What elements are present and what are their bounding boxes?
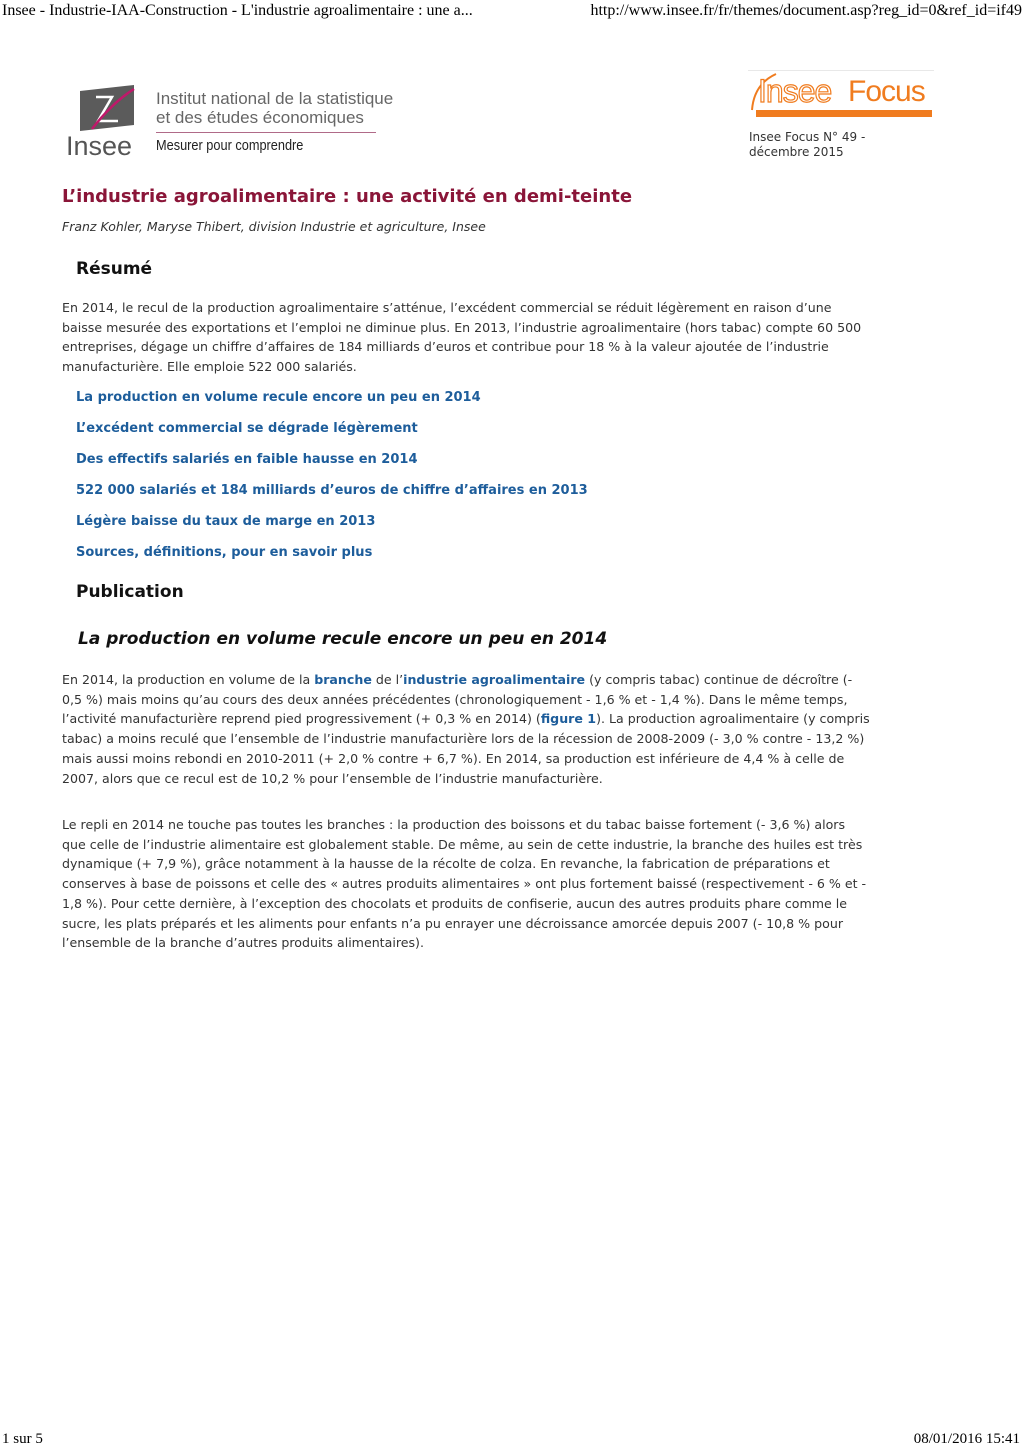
insee-logo-word: Insee xyxy=(66,131,133,161)
link-industrie-agroalimentaire[interactable]: industrie agroalimentaire xyxy=(403,672,586,687)
toc-item xyxy=(76,510,588,541)
article-title: L’industrie agroalimentaire : une activité en demi-teinte xyxy=(62,186,633,207)
toc-link-taux-marge[interactable]: Légère baisse du taux de marge en 2013 xyxy=(76,514,376,529)
print-url: http://www.insee.fr/fr/themes/document.asp?reg_id=0&ref_id=if49 xyxy=(590,2,1022,19)
p1-text1: En 2014, la production en volume de la xyxy=(62,672,315,687)
toc-item xyxy=(76,386,588,417)
resume-text: En 2014, le recul de la production agroalimentaire s’atténue, l’excédent commercial se réduit légèrement en raison d’une baisse mesurée des exportations et l’emploi ne diminue plus. En 2013, l’industrie agroalimentaire (hors tabac) compte 60 500 entreprises, dégage un chiffre d’affaires de 184 milliards d’euros et contribue pour 18 % à la valeur ajoutée de l’industrie manufacturière. Elle emploie 522 000 salariés. xyxy=(62,300,862,375)
publication-heading: Publication xyxy=(76,582,184,602)
insee-logo[interactable] xyxy=(66,85,416,160)
toc-item xyxy=(76,479,588,510)
print-footer xyxy=(0,1428,1024,1448)
focus-logo-focus: Focus xyxy=(848,75,925,108)
issue-info xyxy=(749,130,865,160)
p1-text2: de l’ xyxy=(371,672,404,687)
table-of-contents xyxy=(76,386,588,572)
section1-heading: La production en volume recule encore un peu en 2014 xyxy=(78,629,608,649)
toc-item xyxy=(76,541,588,572)
issue-date: décembre 2015 xyxy=(749,145,844,159)
toc-item xyxy=(76,417,588,448)
insee-tagline: Mesurer pour comprendre xyxy=(156,137,304,154)
issue-number: Insee Focus N° 49 - xyxy=(749,130,866,144)
print-page-count: 1 sur 5 xyxy=(2,1431,43,1447)
print-datetime: 08/01/2016 15:41 xyxy=(913,1431,1020,1447)
link-figure-1[interactable]: figure 1 xyxy=(540,711,597,727)
toc-link-sources[interactable]: Sources, définitions, pour en savoir plus xyxy=(76,545,373,560)
insee-logo-mark-icon xyxy=(72,85,138,133)
link-branche[interactable]: branche xyxy=(314,672,372,687)
focus-logo-bar xyxy=(756,110,932,117)
insee-focus-logo xyxy=(748,70,934,122)
p1-text4: ). La production agroalimentaire (y compris tabac) a moins reculé que l’ensemble de l’industrie manufacturière lors de la récession de 2008-2009 (- 3,0 % contre - 13,2 %) mais aussi moins rebondi en 2010-2011 (+ 2,0 % contre + 6,7 %). En 2014, sa production est inférieure de 4,4 % à celle de 2007, alors que ce recul est de 10,2 % pour l’ensemble de l’industrie manufacturière. xyxy=(62,711,870,786)
section1-paragraph1 xyxy=(62,670,872,788)
section1-paragraph2: Le repli en 2014 ne touche pas toutes les branches : la production des boissons et du tabac baisse fortement (- 3,6 %) alors que celle de l’industrie alimentaire est globalement stable. De même, au sein de cette industrie, la branche des huiles est très dynamique (+ 7,9 %), grâce notamment à la hausse de la récolte de colza. En revanche, la fabrication de préparations et conserves à base de poissons et celle des « autres produits alimentaires » ont plus fortement baissé (respectivement - 6 % et - 1,8 %). Pour cette dernière, à l’exception des chocolats et produits de confiserie, aucun des autres produits phare comme le sucre, les plats préparés et les aliments pour enfants n’a pu enrayer une décroissance amorcée depuis 2007 (- 10,8 % pour l’ensemble de la branche d’autres produits alimentaires). xyxy=(62,817,867,951)
toc-item xyxy=(76,448,588,479)
logo-divider xyxy=(156,132,376,133)
print-header xyxy=(0,2,1024,22)
print-page-title: Insee - Industrie-IAA-Construction - L'industrie agroalimentaire : une a... xyxy=(2,2,473,19)
institute-name-line1: Institut national de la statistique xyxy=(156,89,394,108)
p1-text3: (y compris tabac) continue de décroître (- 0,5 %) mais moins qu’au cours des deux années précédentes (chronologiquement - 1,6 % et - 1,4 %). Dans le même temps, l’activité manufacturière reprend pied progressivement (+ 0,3 % en 2014) ( xyxy=(62,672,853,727)
toc-link-effectifs[interactable]: Des effectifs salariés en faible hausse en 2014 xyxy=(76,452,418,467)
focus-logo-insee: Insee xyxy=(758,73,832,109)
toc-link-salaries[interactable]: 522 000 salariés et 184 milliards d’euros de chiffre d’affaires en 2013 xyxy=(76,483,588,498)
toc-link-production[interactable]: La production en volume recule encore un peu en 2014 xyxy=(76,390,481,405)
article-authors: Franz Kohler, Maryse Thibert, division Industrie et agriculture, Insee xyxy=(62,219,486,234)
toc-link-excedent[interactable]: L’excédent commercial se dégrade légèrement xyxy=(76,421,418,436)
resume-heading: Résumé xyxy=(76,259,153,279)
institute-name-line2: et des études économiques xyxy=(156,108,364,127)
focus-logo-rule xyxy=(748,70,934,71)
